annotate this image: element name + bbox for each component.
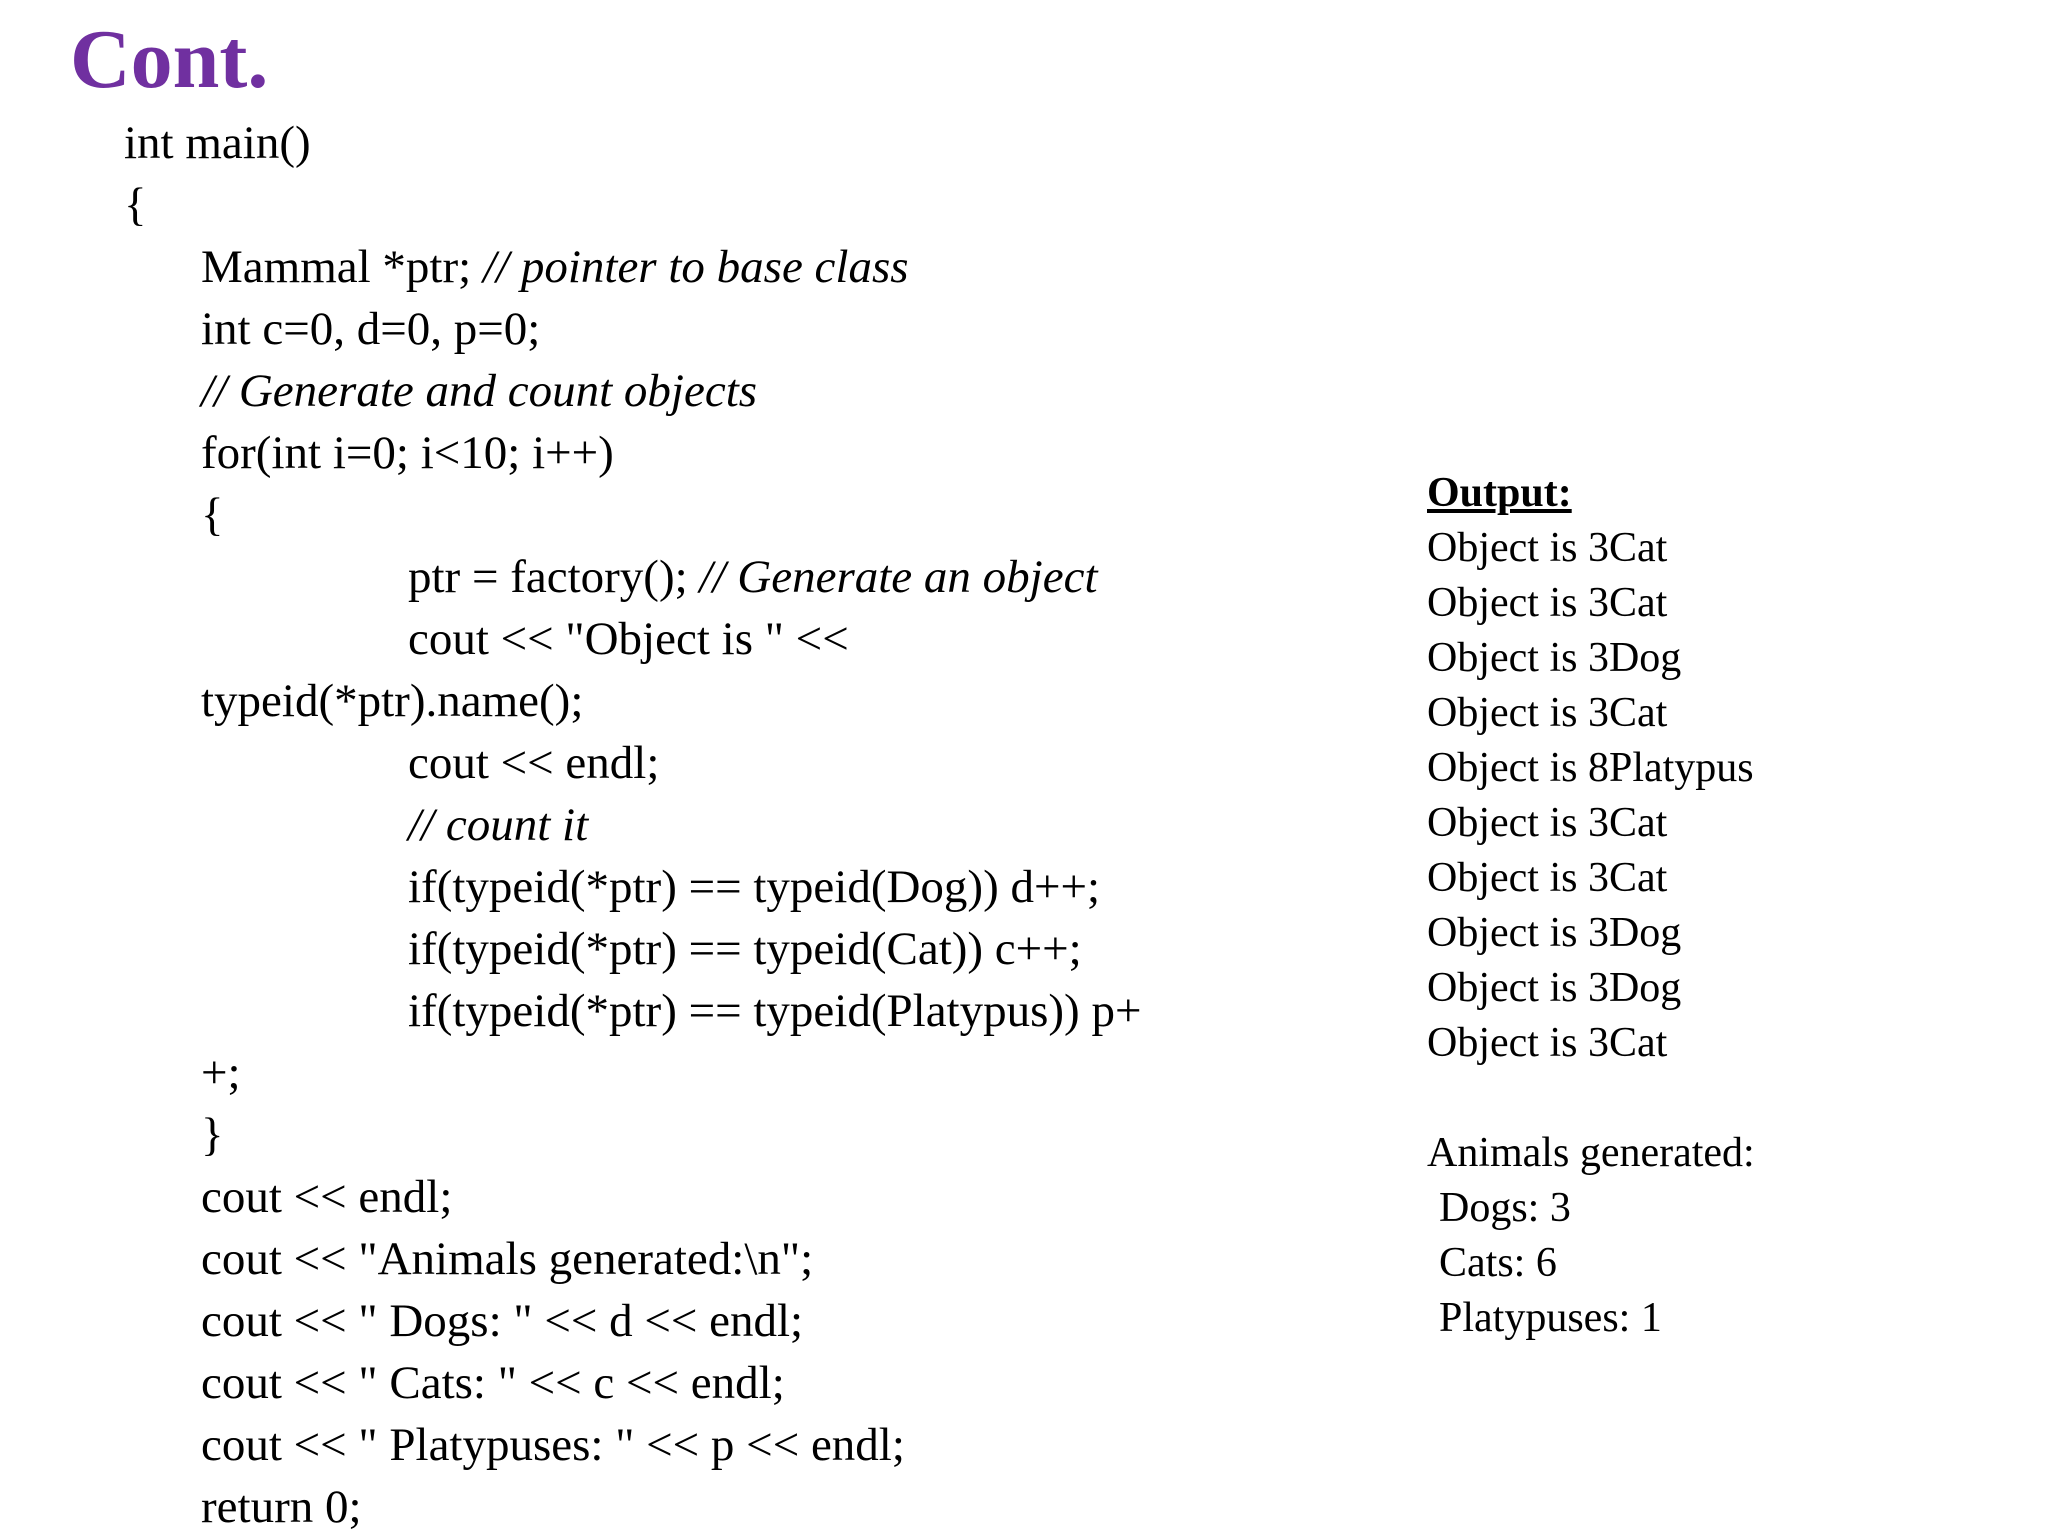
code-line xyxy=(124,484,1364,546)
summary-line: Platypuses: 1 xyxy=(1439,1295,1662,1341)
code-text: int main() xyxy=(124,117,311,169)
code-text: if(typeid(*ptr) == typeid(Cat)) c++; xyxy=(408,923,1082,975)
code-line xyxy=(124,360,1364,422)
code-comment: // Generate and count objects xyxy=(201,365,758,417)
code-line xyxy=(124,794,1364,856)
code-text: cout << "Animals generated:\n"; xyxy=(201,1233,814,1285)
code-line xyxy=(124,298,1364,360)
output-line: Object is 3Dog xyxy=(1427,965,1682,1011)
output-heading: Output: xyxy=(1427,470,1572,516)
code-line xyxy=(124,546,1364,608)
output-line: Object is 3Cat xyxy=(1427,690,1668,736)
code-text: { xyxy=(201,489,224,541)
code-line xyxy=(124,1352,1364,1414)
code-line xyxy=(124,112,1364,174)
code-text: return 0; xyxy=(201,1481,362,1533)
code-text: cout << " Dogs: " << d << endl; xyxy=(201,1295,804,1347)
code-comment: // count it xyxy=(408,799,589,851)
code-text: cout << endl; xyxy=(201,1171,453,1223)
code-text: cout << " Platypuses: " << p << endl; xyxy=(201,1419,905,1471)
code-text: +; xyxy=(201,1047,241,1099)
code-comment: // pointer to base class xyxy=(482,241,909,293)
slide-title: Cont. xyxy=(70,13,269,106)
output-line: Object is 3Dog xyxy=(1427,635,1682,681)
code-line xyxy=(124,422,1364,484)
code-listing xyxy=(124,112,1364,1538)
code-text: ptr = factory(); xyxy=(408,551,700,603)
code-text: int c=0, d=0, p=0; xyxy=(201,303,541,355)
output-object-lines xyxy=(1427,521,1987,1071)
code-line xyxy=(124,980,1364,1042)
output-line: Object is 8Platypus xyxy=(1427,745,1754,791)
code-line xyxy=(124,732,1364,794)
program-output xyxy=(1427,466,1987,1346)
output-line: Object is 3Cat xyxy=(1427,580,1668,626)
code-line xyxy=(124,1228,1364,1290)
code-line xyxy=(124,236,1364,298)
code-text: typeid(*ptr).name(); xyxy=(201,675,584,727)
code-text: cout << "Object is " << xyxy=(408,613,849,665)
code-line xyxy=(124,856,1364,918)
code-line xyxy=(124,1104,1364,1166)
output-line: Object is 3Dog xyxy=(1427,910,1682,956)
summary-line: Cats: 6 xyxy=(1439,1240,1557,1286)
output-line: Object is 3Cat xyxy=(1427,1020,1668,1066)
code-line xyxy=(124,918,1364,980)
code-text: cout << " Cats: " << c << endl; xyxy=(201,1357,785,1409)
output-line: Object is 3Cat xyxy=(1427,800,1668,846)
code-line xyxy=(124,608,1364,670)
summary-heading: Animals generated: xyxy=(1427,1130,1755,1176)
code-text: if(typeid(*ptr) == typeid(Dog)) d++; xyxy=(408,861,1101,913)
code-line xyxy=(124,1476,1364,1538)
code-comment: // Generate an object xyxy=(699,551,1098,603)
code-text: Mammal *ptr; xyxy=(201,241,483,293)
code-line xyxy=(124,1166,1364,1228)
code-line xyxy=(124,1042,1364,1104)
code-text: for(int i=0; i<10; i++) xyxy=(201,427,614,479)
code-text: cout << endl; xyxy=(408,737,660,789)
code-line xyxy=(124,670,1364,732)
code-text: if(typeid(*ptr) == typeid(Platypus)) p+ xyxy=(408,985,1142,1037)
summary-line: Dogs: 3 xyxy=(1439,1185,1571,1231)
output-line: Object is 3Cat xyxy=(1427,525,1668,571)
code-text: { xyxy=(124,179,147,231)
code-line xyxy=(124,1414,1364,1476)
summary-lines xyxy=(1427,1181,1987,1346)
code-line xyxy=(124,174,1364,236)
output-spacer xyxy=(1427,1071,1987,1126)
code-text: } xyxy=(201,1109,224,1161)
output-line: Object is 3Cat xyxy=(1427,855,1668,901)
code-line xyxy=(124,1290,1364,1352)
